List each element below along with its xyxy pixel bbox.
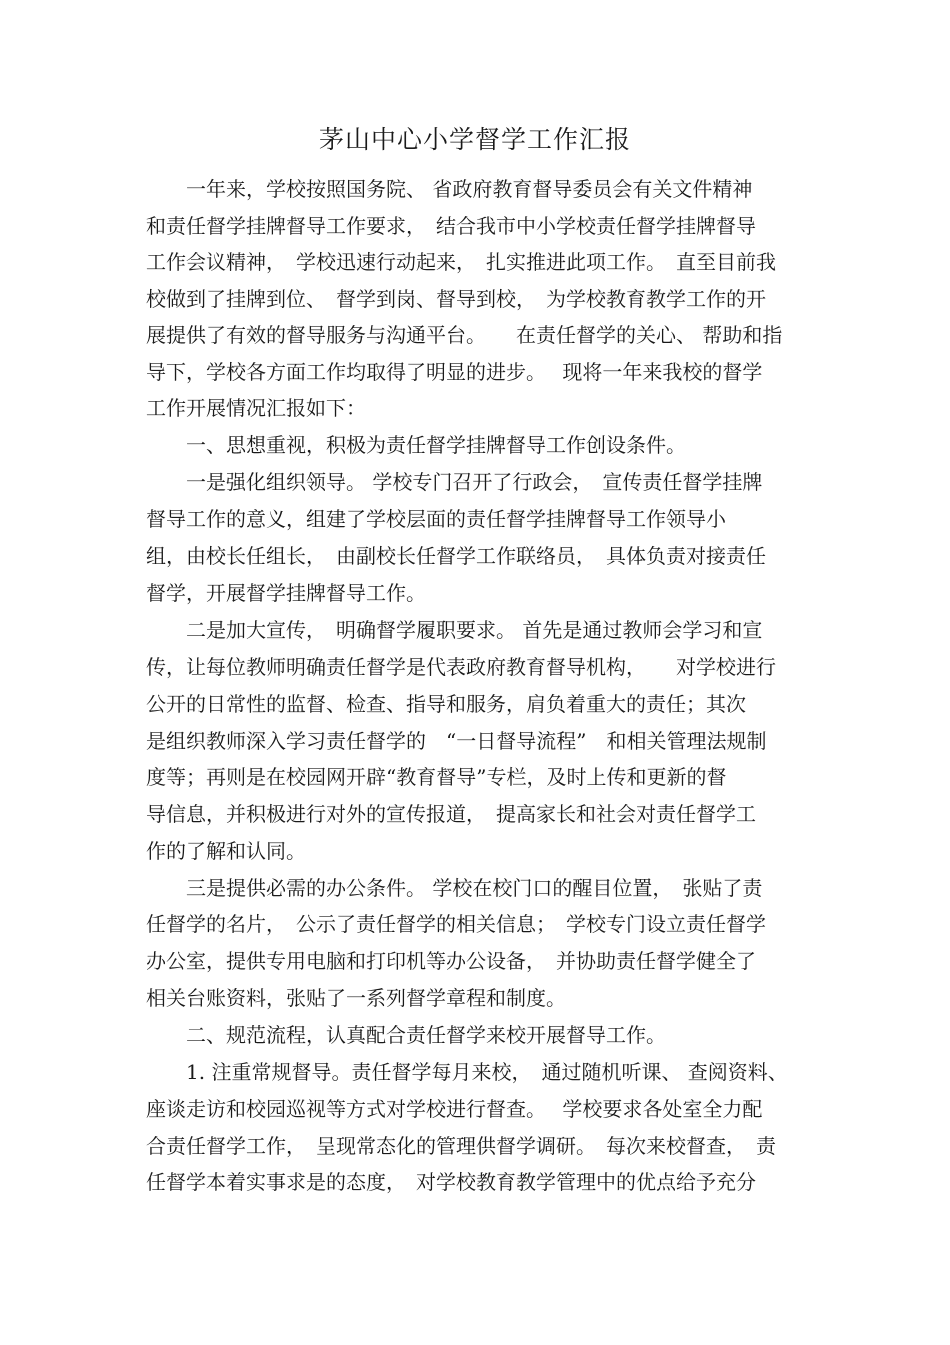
- text-line: 二、规范流程，认真配合责任督学来校开展督导工作。: [146, 1023, 666, 1047]
- text-line: 组，由校长任组长， 由副校长任督学工作联络员， 具体负责对接责任: [146, 544, 766, 568]
- text-line: 校做到了挂牌到位、 督学到岗、督导到校， 为学校教育教学工作的开: [146, 287, 766, 311]
- text-line: 1. 注重常规督导。责任督学每月来校， 通过随机听课、 查阅资料、: [146, 1060, 788, 1084]
- text-line: 督导工作的意义，组建了学校层面的责任督学挂牌督导工作领导小: [146, 507, 726, 531]
- text-line: 座谈走访和校园巡视等方式对学校进行督查。 学校要求各处室全力配: [146, 1097, 763, 1121]
- text-line: 一年来，学校按照国务院、 省政府教育督导委员会有关文件精神: [146, 177, 753, 201]
- text-line: 工作开展情况汇报如下：: [146, 396, 366, 420]
- text-line: 是组织教师深入学习责任督学的 “一日督导流程” 和相关管理法规制: [146, 729, 767, 753]
- text-line: 督学，开展督学挂牌督导工作。: [146, 581, 426, 605]
- text-line: 三是提供必需的办公条件。 学校在校门口的醒目位置， 张贴了责: [146, 876, 763, 900]
- text-line: 导下，学校各方面工作均取得了明显的进步。 现将一年来我校的督学: [146, 360, 763, 384]
- text-line: 办公室，提供专用电脑和打印机等办公设备， 并协助责任督学健全了: [146, 949, 756, 973]
- text-line: 二是加大宣传， 明确督学履职要求。 首先是通过教师会学习和宣: [146, 618, 763, 642]
- text-line: 导信息，并积极进行对外的宣传报道， 提高家长和社会对责任督学工: [146, 802, 756, 826]
- document-title: 茅山中心小学督学工作汇报: [318, 125, 631, 154]
- text-line: 公开的日常性的监督、检查、指导和服务，肩负着重大的责任；其次: [146, 692, 746, 716]
- text-line: 展提供了有效的督导服务与沟通平台。 在责任督学的关心、 帮助和指: [146, 323, 783, 347]
- text-line: 一、思想重视，积极为责任督学挂牌督导工作创设条件。: [146, 433, 686, 457]
- text-line: 作的了解和认同。: [146, 839, 306, 863]
- text-line: 一是强化组织领导。 学校专门召开了行政会， 宣传责任督学挂牌: [146, 470, 763, 494]
- text-line: 任督学的名片， 公示了责任督学的相关信息； 学校专门设立责任督学: [146, 912, 766, 936]
- text-line: 工作会议精神， 学校迅速行动起来， 扎实推进此项工作。 直至目前我: [146, 250, 776, 274]
- text-line: 和责任督学挂牌督导工作要求， 结合我市中小学校责任督学挂牌督导: [146, 214, 756, 238]
- text-line: 任督学本着实事求是的态度， 对学校教育教学管理中的优点给予充分: [146, 1170, 756, 1194]
- text-line: 相关台账资料，张贴了一系列督学章程和制度。: [146, 986, 566, 1010]
- text-line: 度等；再则是在校园网开辟“教育督导”专栏，及时上传和更新的督: [146, 765, 727, 789]
- text-line: 传，让每位教师明确责任督学是代表政府教育督导机构， 对学校进行: [146, 655, 776, 679]
- text-line: 合责任督学工作， 呈现常态化的管理供督学调研。 每次来校督查， 责: [146, 1134, 776, 1158]
